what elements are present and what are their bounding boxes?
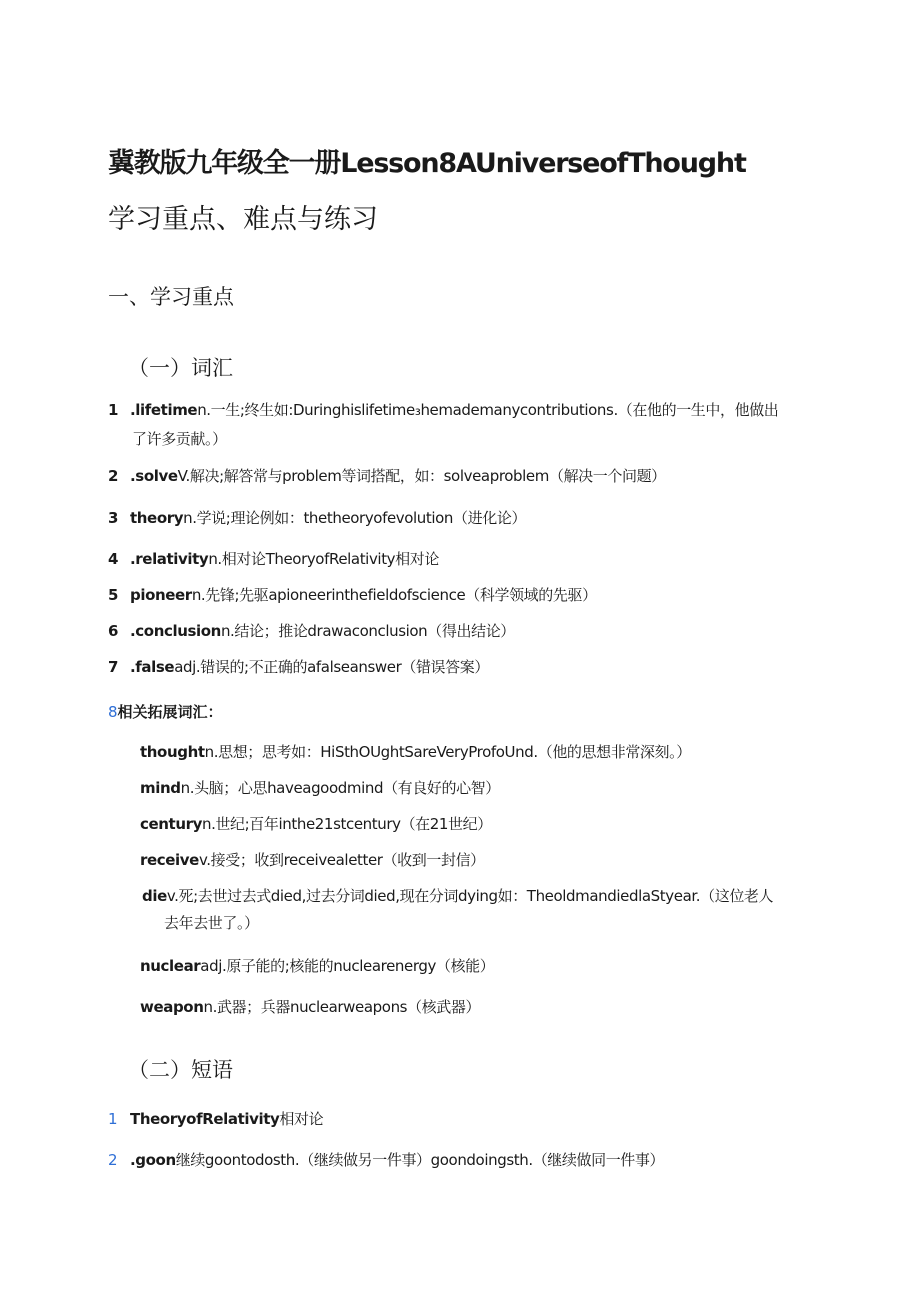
phrase-word: .goon	[130, 1151, 176, 1169]
ext-word: century	[140, 815, 202, 833]
vocab-item-2	[108, 462, 666, 490]
ext-word: nuclear	[140, 957, 201, 975]
vocab-item-7	[108, 653, 489, 681]
ext-item-mind	[140, 774, 500, 802]
vocab-item-3	[108, 504, 526, 532]
vocab-word: .conclusion	[130, 622, 221, 640]
phrase-definition: 相对论	[279, 1110, 324, 1128]
ext-definition: v.死;去世过去式died,过去分词died,现在分词dying如：TheoldmandiedlaStyear.（这位老人	[166, 887, 774, 905]
extended-vocab-label: 相关拓展词汇：	[117, 703, 223, 721]
vocab-definition: n.学说;理论例如：thetheoryofevolution（进化论）	[183, 509, 527, 527]
vocab-word: .relativity	[130, 550, 209, 568]
phrase-item-1	[108, 1105, 323, 1133]
ext-word: weapon	[140, 998, 204, 1016]
ext-definition: n.头脑；心思haveagoodmind（有良好的心智）	[180, 779, 500, 797]
vocab-item-4	[108, 545, 439, 573]
ext-item-nuclear	[140, 952, 494, 980]
ext-definition: n.武器；兵器nuclearweapons（核武器）	[203, 998, 481, 1016]
vocab-number: 1	[108, 401, 119, 419]
vocab-number: 3	[108, 509, 119, 527]
vocab-definition: V.解决;解答常与problem等词搭配，如：solveaproblem（解决一个问题）	[177, 467, 666, 485]
ext-definition: n.思想；思考如：HiSthOUghtSareVeryProfoUnd.（他的思想非常深刻。）	[204, 743, 691, 761]
ext-item-century	[140, 810, 492, 838]
vocab-number: 6	[108, 622, 119, 640]
vocab-definition: adj.错误的;不正确的afalseanswer（错误答案）	[174, 658, 489, 676]
vocab-number: 5	[108, 586, 119, 604]
ext-definition: adj.原子能的;核能的nuclearenergy（核能）	[200, 957, 495, 975]
vocab-number: 2	[108, 467, 119, 485]
vocab-item-1	[108, 396, 778, 424]
subsection-vocabulary: （一）词汇	[128, 356, 233, 380]
ext-word: die	[142, 887, 167, 905]
vocab-item-1-continuation: 了许多贡献。）	[132, 430, 227, 448]
vocab-definition: n.一生;终生如:Duringhislifetime₃hemademanycontributions.（在他的一生中，他做出	[197, 401, 779, 419]
ext-word: mind	[140, 779, 181, 797]
ext-word: receive	[140, 851, 199, 869]
ext-item-receive	[140, 846, 485, 874]
vocab-word: .solve	[130, 467, 178, 485]
vocab-word: .false	[130, 658, 175, 676]
vocab-item-6	[108, 617, 515, 645]
phrase-number: 1	[108, 1110, 118, 1128]
ext-definition: n.世纪;百年inthe21stcentury（在21世纪）	[201, 815, 492, 833]
title-line-2: 学习重点、难点与练习	[108, 204, 378, 235]
vocab-item-5	[108, 581, 597, 609]
vocab-definition: n.相对论TheoryofRelativity相对论	[208, 550, 439, 568]
ext-item-weapon	[140, 993, 480, 1021]
title-line-1: 冀教版九年级全一册Lesson8AUniverseofThought	[108, 148, 746, 179]
phrase-word: TheoryofRelativity	[130, 1110, 280, 1128]
ext-item-die	[142, 882, 773, 910]
extended-vocab-heading	[108, 698, 223, 726]
vocab-number: 4	[108, 550, 119, 568]
vocab-word: pioneer	[130, 586, 192, 604]
vocab-word: .lifetime	[130, 401, 198, 419]
vocab-number: 7	[108, 658, 119, 676]
ext-item-thought	[140, 738, 691, 766]
section-heading-1: 一、学习重点	[108, 285, 234, 309]
phrase-item-2	[108, 1146, 664, 1174]
vocab-definition: n.先锋;先驱apioneerinthefieldofscience（科学领域的先驱）	[191, 586, 597, 604]
vocab-definition: n.结论；推论drawaconclusion（得出结论）	[220, 622, 515, 640]
subsection-phrases: （二）短语	[128, 1058, 233, 1082]
ext-item-die-continuation: 去年去世了。）	[164, 914, 259, 932]
ext-word: thought	[140, 743, 205, 761]
vocab-word: theory	[130, 509, 184, 527]
phrase-number: 2	[108, 1151, 118, 1169]
phrase-definition: 继续goontodosth.（继续做另一件事）goondoingsth.（继续做同一件事）	[175, 1151, 665, 1169]
ext-definition: v.接受；收到receivealetter（收到一封信）	[198, 851, 485, 869]
extended-vocab-number: 8	[108, 703, 118, 721]
